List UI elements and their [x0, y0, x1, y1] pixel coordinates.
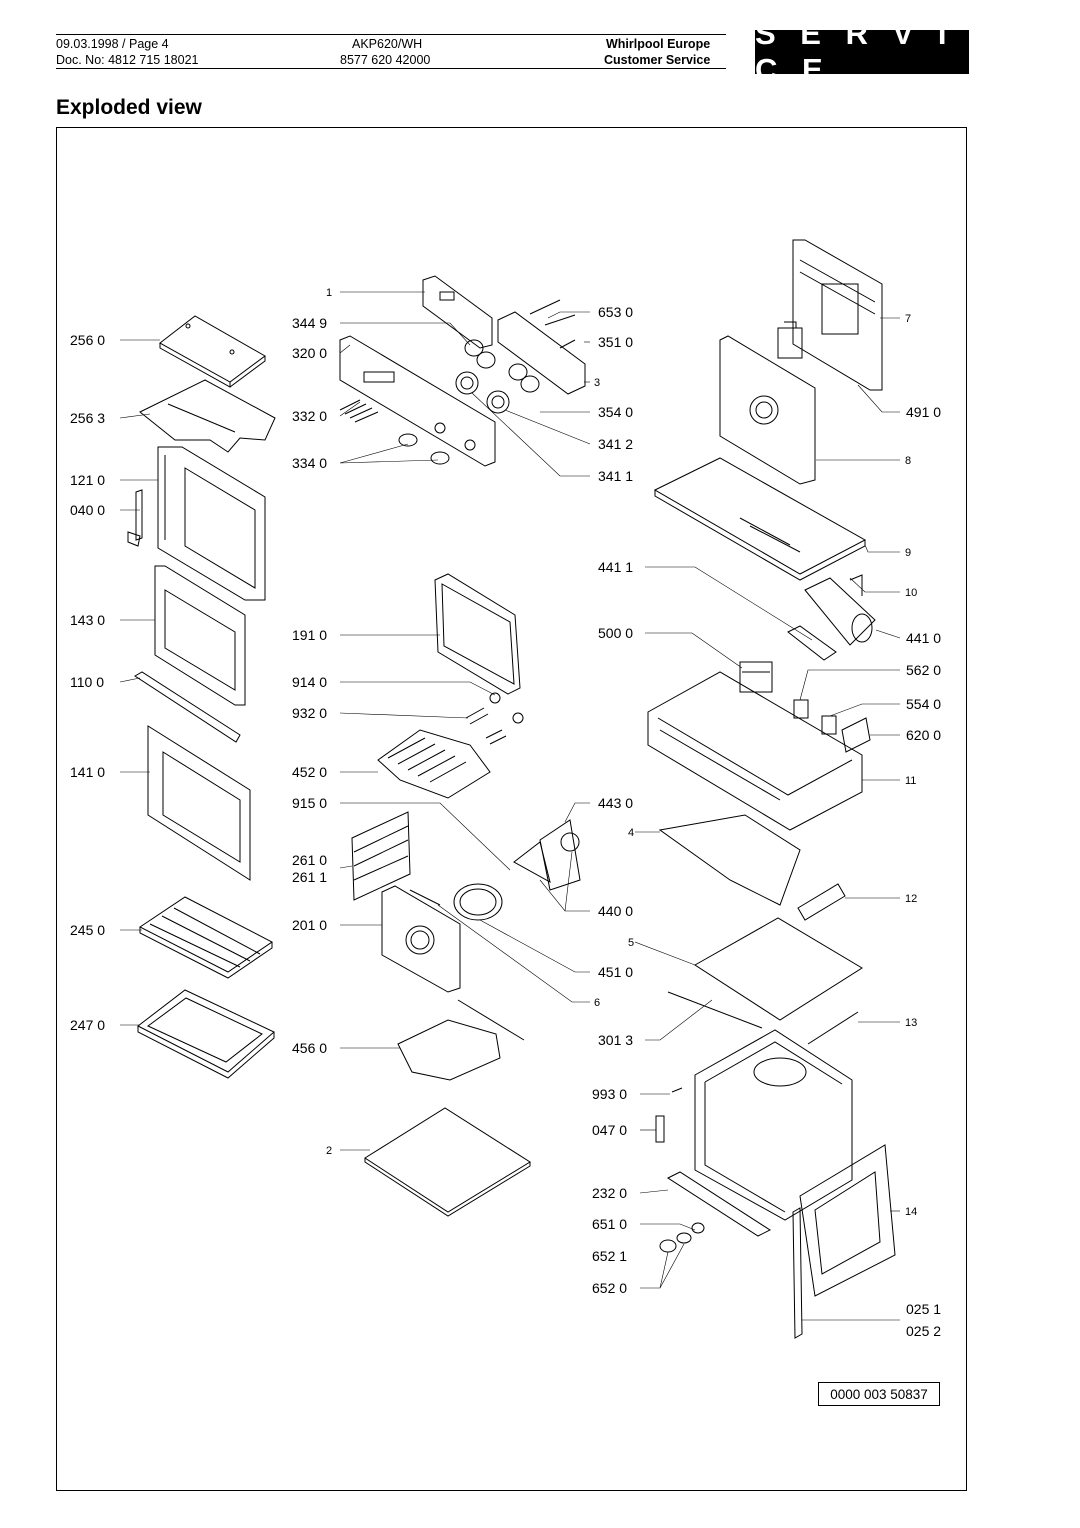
label-620-0: 620 0	[906, 727, 942, 743]
label-441-0: 441 0	[906, 630, 942, 646]
label-332-0: 332 0	[292, 408, 328, 424]
element-fasteners	[466, 693, 523, 744]
label-651-0: 651 0	[592, 1216, 628, 1232]
label-141-0: 141 0	[70, 764, 106, 780]
label-11: 11	[905, 775, 917, 787]
label-554-0: 554 0	[906, 696, 942, 712]
label-9: 9	[905, 547, 912, 559]
header-doc-no: Doc. No: 4812 715 18021	[56, 53, 199, 67]
label-245-0: 245 0	[70, 922, 106, 938]
terminal-block	[788, 626, 836, 660]
control-panel-pcb	[423, 276, 492, 348]
service-badge: S E R V I C E	[755, 30, 969, 74]
label-441-1: 441 1	[598, 559, 634, 575]
door-outer-glass	[148, 726, 250, 880]
label-12: 12	[905, 893, 918, 905]
thermostat	[778, 322, 802, 358]
label-110-0: 110 0	[70, 674, 104, 690]
door-top-vent	[160, 316, 265, 387]
label-915-0: 915 0	[292, 795, 328, 811]
label-932-0: 932 0	[292, 705, 328, 721]
grill-heating-element	[378, 730, 490, 798]
fan-heating-element	[454, 884, 502, 920]
label-456-0: 456 0	[292, 1040, 328, 1056]
label-047-0: 047 0	[592, 1122, 628, 1138]
rear-cover	[793, 240, 882, 390]
cavity-base-box	[648, 672, 862, 830]
leader-lines	[120, 292, 900, 1320]
inner-door-panel	[800, 1145, 895, 1296]
label-121-0: 121 0	[70, 472, 106, 488]
label-914-0: 914 0	[292, 674, 328, 690]
header-model: AKP620/WH	[352, 37, 423, 51]
label-247-0: 247 0	[70, 1017, 106, 1033]
label-256-3: 256 3	[70, 410, 106, 426]
label-334-0: 334 0	[292, 455, 328, 471]
screw-and-hinge-block	[656, 1088, 682, 1142]
fan-motor-rear	[514, 820, 580, 890]
door-glass-support	[140, 380, 275, 452]
switches-and-lamp	[794, 700, 870, 752]
tangential-fan	[805, 575, 875, 645]
label-341-2: 341 2	[598, 436, 634, 452]
label-491-0: 491 0	[906, 404, 942, 420]
label-232-0: 232 0	[592, 1185, 628, 1201]
indicator-lamps	[340, 400, 378, 422]
label-652-0: 652 0	[592, 1280, 628, 1296]
header-date-page: 09.03.1998 / Page 4	[56, 37, 169, 51]
label-451-0: 451 0	[598, 964, 634, 980]
label-452-0: 452 0	[292, 764, 328, 780]
label-354-0: 354 0	[598, 404, 634, 420]
header-company: Whirlpool Europe	[606, 37, 711, 51]
label-301-3: 301 3	[598, 1032, 634, 1048]
label-8: 8	[905, 455, 912, 467]
door-lower-trim	[668, 1172, 770, 1236]
bottom-seal	[808, 1012, 858, 1044]
label-10: 10	[905, 587, 918, 599]
cavity-side-bracket	[798, 884, 845, 920]
label-652-1: 652 1	[592, 1248, 628, 1264]
label-143-0: 143 0	[70, 612, 106, 628]
label-341-1: 341 1	[598, 468, 634, 484]
side-rack	[352, 812, 410, 900]
label-201-0: 201 0	[292, 917, 328, 933]
door-handle	[135, 672, 240, 742]
spacer-rings	[456, 372, 509, 413]
cavity-top-plate	[660, 815, 800, 905]
door-hinge	[128, 490, 142, 546]
page-title: Exploded view	[56, 96, 202, 119]
label-993-0: 993 0	[592, 1086, 628, 1102]
oven-bottom-plate	[365, 1108, 530, 1216]
wire-shelf	[140, 897, 272, 978]
label-6: 6	[594, 997, 601, 1009]
label-320-0: 320 0	[292, 345, 328, 361]
top-cover	[655, 458, 865, 580]
label-256-0: 256 0	[70, 332, 106, 348]
label-040-0: 040 0	[70, 502, 106, 518]
label-025-1: 025 1	[906, 1301, 942, 1317]
label-261-0: 261 0	[292, 852, 328, 868]
label-440-0: 440 0	[598, 903, 634, 919]
label-261-1: 261 1	[292, 869, 328, 885]
label-2: 2	[326, 1145, 333, 1157]
control-knobs	[399, 434, 449, 464]
label-025-2: 025 2	[906, 1323, 942, 1339]
label-344-9: 344 9	[292, 315, 328, 331]
label-14: 14	[905, 1206, 918, 1218]
drawing-reference-code: 0000 003 50837	[818, 1382, 940, 1406]
fan-motor	[740, 662, 772, 692]
control-knob-bezels	[465, 340, 539, 392]
fan-cover	[382, 886, 460, 992]
header-code: 8577 620 42000	[340, 53, 431, 67]
baking-tray	[138, 990, 274, 1078]
label-4: 4	[628, 827, 635, 839]
label-653-0: 653 0	[598, 304, 634, 320]
oven-cavity	[695, 1030, 852, 1220]
door-inner-frame	[158, 447, 265, 600]
label-7: 7	[905, 313, 912, 325]
label-443-0: 443 0	[598, 795, 634, 811]
label-1: 1	[326, 287, 333, 299]
grill-pan	[398, 1000, 524, 1080]
door-middle-glass-frame	[155, 566, 245, 705]
label-13: 13	[905, 1017, 918, 1029]
label-191-0: 191 0	[292, 627, 328, 643]
label-3: 3	[594, 377, 601, 389]
label-351-0: 351 0	[598, 334, 634, 350]
door-gasket	[435, 574, 520, 694]
switch-module	[498, 300, 585, 394]
door-side-rail	[793, 1208, 802, 1338]
label-5: 5	[628, 937, 635, 949]
header-dept: Customer Service	[604, 53, 711, 67]
label-562-0: 562 0	[906, 662, 942, 678]
label-500-0: 500 0	[598, 625, 634, 641]
